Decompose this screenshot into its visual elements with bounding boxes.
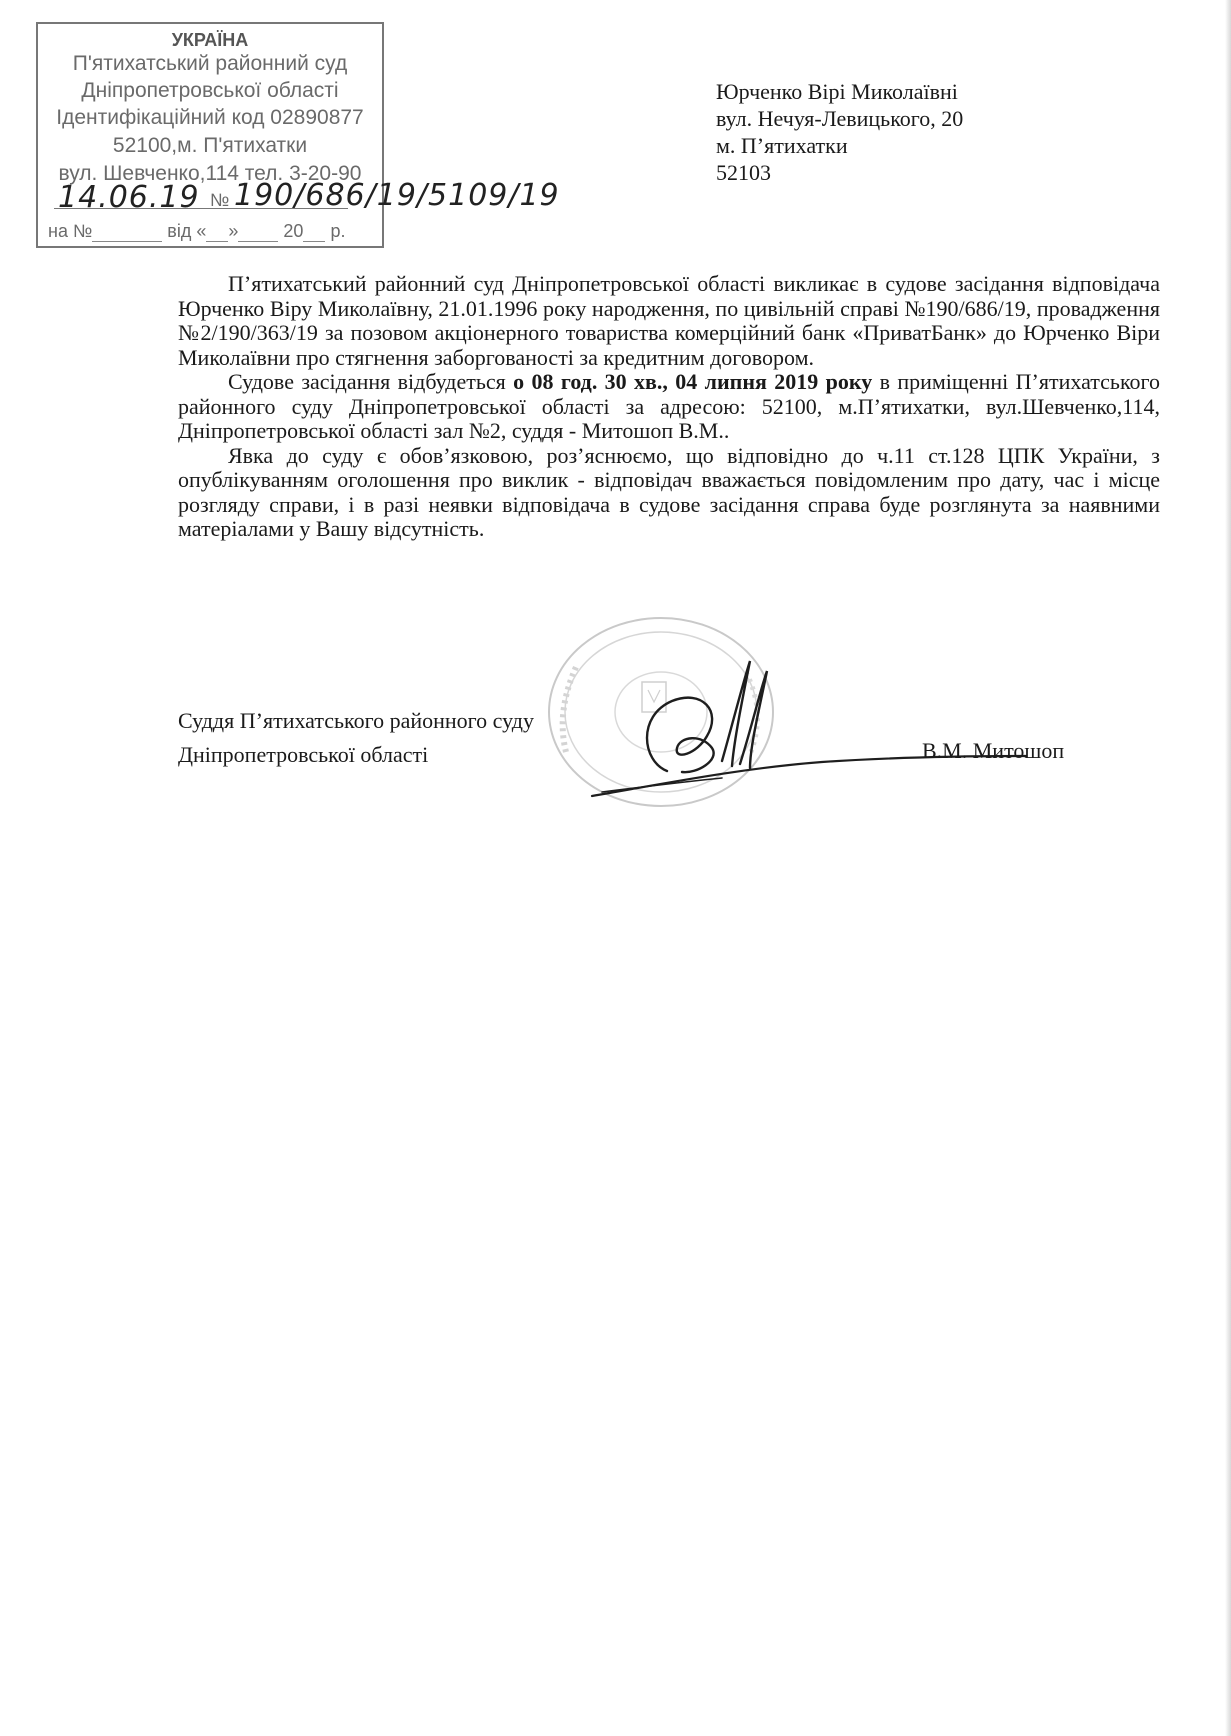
stamp-month-blank — [238, 220, 278, 242]
stamp-ref-from: від « — [167, 221, 207, 241]
stamp-ref-prefix: на № — [48, 221, 93, 241]
stamp-ref-blank — [92, 220, 162, 242]
addressee-street: вул. Нечуя-Левицького, 20 — [716, 106, 964, 131]
letter-body — [178, 272, 1160, 542]
attendance-paragraph: Явка до суду є обов’язковою, роз’яснюємо, що відповідно до ч.11 ст.128 ЦПК України, з опублікуванням оголошення про виклик - відповідач вважається повідомленим про дату, час і місце розгляду справи, і в разі неявки відповідача в судове засідання справа буде розглянута за наявними матеріалами у Вашу відсутність. — [178, 442, 1160, 541]
stamp-ref-year: 20 — [283, 221, 304, 241]
signature-title-line2: Дніпропетровської області — [178, 742, 429, 767]
stamp-registration-row — [50, 178, 560, 218]
addressee-name: Юрченко Вірі Миколаївні — [716, 79, 958, 104]
addressee-block — [716, 78, 963, 186]
hearing-datetime: о 08 год. 30 хв., 04 липня 2019 року — [513, 369, 873, 394]
stamp-number-label: № — [210, 190, 230, 210]
judge-signature-icon — [582, 656, 1028, 806]
stamp-country: УКРАЇНА — [171, 30, 249, 50]
stamp-region: Дніпропетровської області — [81, 79, 339, 102]
stamp-street-phone: вул. Шевченко,114 тел. 3-20-90 — [58, 162, 362, 185]
addressee-postcode: 52103 — [716, 160, 771, 185]
signature-title — [178, 704, 534, 772]
stamp-postal-address: 52100,м. П'ятихатки — [112, 134, 308, 157]
stamp-ref-suffix: р. — [330, 221, 346, 241]
hearing-paragraph — [178, 370, 1160, 444]
stamp-court-name: П'ятихатський районний суд — [72, 52, 348, 75]
summons-paragraph: П’ятихатський районний суд Дніпропетровської області викликає в судове засідання відповідача Юрченко Віру Миколаївну, 21.01.1996 року народження, по цивільній справі №190/686/19, провадження №2/190/363/19 за позовом акціонерного товариства комерційний банк «ПриватБанк» до Юрченко Віри Миколаївни про стягнення заборгованості за кредитним договором. — [178, 271, 1160, 370]
handwritten-outgoing-number: 190/686/19/5109/19 — [234, 178, 560, 213]
judge-name: В.М. Митошоп — [922, 738, 1065, 763]
hearing-intro: Судове засідання відбудеться — [228, 369, 514, 394]
court-stamp — [36, 22, 560, 248]
hearing-location: в приміщенні П’ятихатського районного суду Дніпропетровської області за адресою: 52100, м.П’ятихатки, вул.Шевченко,114, Дніпропетровської області зал №2, суддя - Митошоп В.М.. — [178, 369, 1160, 443]
stamp-reference-row — [48, 220, 378, 242]
page-edge — [1225, 0, 1231, 1736]
addressee-city: м. П’ятихатки — [716, 133, 848, 158]
handwritten-date: 14.06.19 — [58, 180, 200, 215]
stamp-ref-quote: » — [228, 221, 239, 241]
stamp-year-blank — [303, 220, 325, 242]
stamp-day-blank — [206, 220, 228, 242]
stamp-underline — [54, 208, 348, 209]
stamp-id-code: Ідентифікаційний код 02890877 — [56, 106, 364, 129]
signature-title-line1: Суддя П’ятихатського районного суду — [178, 708, 534, 733]
